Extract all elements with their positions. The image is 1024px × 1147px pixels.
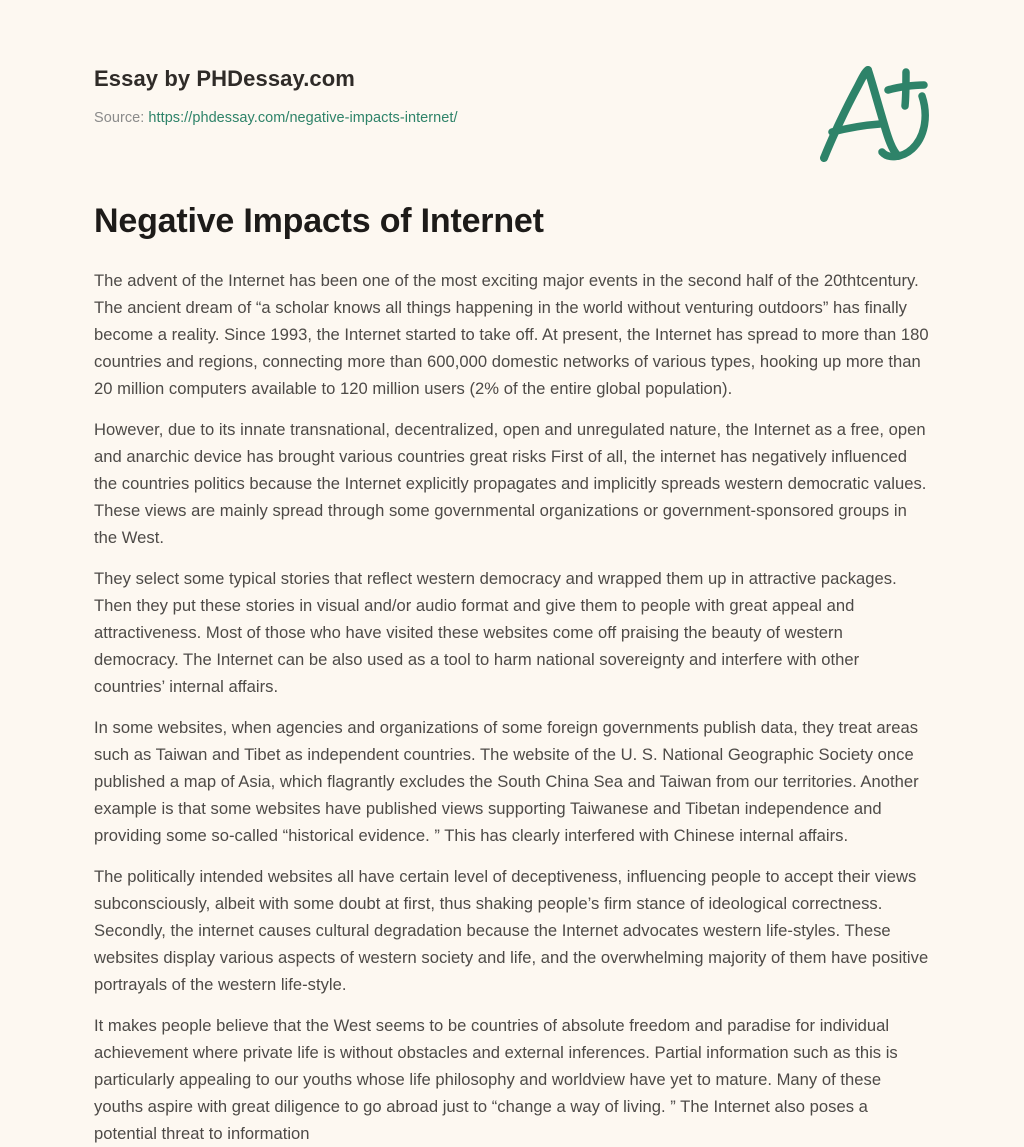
source-label: Source: <box>94 110 145 127</box>
page-title: Negative Impacts of Internet <box>94 202 544 241</box>
source-line <box>94 109 930 128</box>
essay-body <box>94 243 930 1147</box>
source-url-link[interactable]: https://phdessay.com/negative-impacts-internet/ <box>148 110 458 127</box>
paragraph: The politically intended websites all have certain level of deceptiveness, influencing people to accept their views subconsciously, albeit with some doubt at first, thus shaking people’s firm stance of ideological correctness. Secondly, the internet causes cultural degradation because the Internet advocates western life-styles. These websites display various aspects of western society and life, and the overwhelming majority of them have positive portrayals of the western life-style. <box>94 866 929 994</box>
brand-title: Essay by PHDessay.com <box>94 66 355 91</box>
paragraph: In some websites, when agencies and organizations of some foreign governments publish data, they treat areas such as Taiwan and Tibet as independent countries. The website of the U. S. National Geographic Society once published a map of Asia, which flagrantly excludes the South China Sea and Taiwan from our territories. Another example is that some websites have published views supporting Taiwanese and Tibetan independence and providing some so-called “historical evidence. ” This has clearly interfered with Chinese internal affairs. <box>94 717 919 845</box>
paragraph: They select some typical stories that reflect western democracy and wrapped them up in attractive packages. Then they put these stories in visual and/or audio format and give them to people with great appeal and attractiveness. Most of those who have visited these websites come off praising the beauty of western democracy. The Internet can be also used as a tool to harm national sovereignty and interfere with other countries’ internal affairs. <box>94 568 897 696</box>
paragraph: It makes people believe that the West seems to be countries of absolute freedom and paradise for individual achievement where private life is without obstacles and external inferences. Partial information such as this is particularly appealing to our youths whose life philosophy and worldview have yet to mature. Many of these youths aspire with great diligence to go abroad just to “change a way of living. ” The Internet also poses a potential threat to information <box>94 1015 898 1143</box>
page-header <box>94 0 930 128</box>
paragraph: However, due to its innate transnational, decentralized, open and unregulated nature, the Internet as a free, open and anarchic device has brought various countries great risks First of all, the internet has negatively influenced the countries politics because the Internet explicitly propagates and implicitly spreads western democratic values. These views are mainly spread through some governmental organizations or government-sponsored groups in the West. <box>94 419 927 547</box>
paragraph: The advent of the Internet has been one of the most exciting major events in the second half of the 20thtcentury. The ancient dream of “a scholar knows all things happening in the world without venturing outdoors” has finally become a reality. Since 1993, the Internet started to take off. At present, the Internet has spread to more than 180 countries and regions, connecting more than 600,000 domestic networks of various types, hooking up more than 20 million computers available to 120 million users (2% of the entire global population). <box>94 270 929 398</box>
